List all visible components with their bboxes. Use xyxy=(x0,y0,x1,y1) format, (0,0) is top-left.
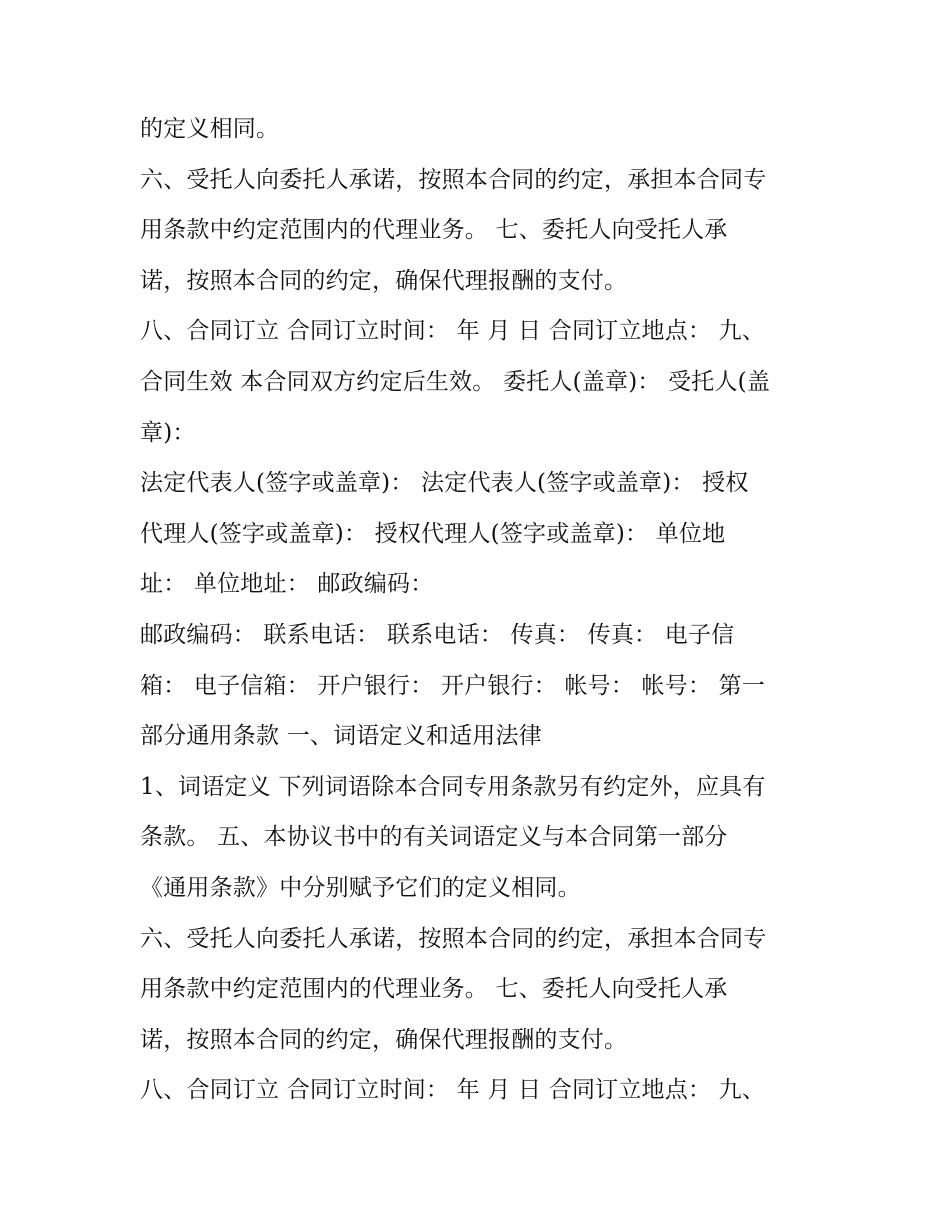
text-line-14: 1、词语定义 下列词语除本合同专用条款另有约定外，应具有 xyxy=(140,773,766,800)
text-line-1: 的定义相同。 xyxy=(140,116,280,142)
text-line-19: 诺，按照本合同的约定，确保代理报酬的支付。 xyxy=(140,1026,628,1053)
text-line-15: 条款。 五、本协议书中的有关词语定义与本合同第一部分 xyxy=(140,824,728,851)
text-line-5: 八、合同订立 合同订立时间： 年 月 日 合同订立地点： 九、 xyxy=(140,318,766,345)
text-line-17: 六、受托人向委托人承诺，按照本合同的约定，承担本合同专 xyxy=(140,925,767,952)
text-line-8: 法定代表人(签字或盖章)： 法定代表人(签字或盖章)： 授权 xyxy=(140,470,749,497)
text-line-3: 用条款中约定范围内的代理业务。 七、委托人向受托人承 xyxy=(140,217,728,244)
text-line-20: 八、合同订立 合同订立时间： 年 月 日 合同订立地点： 九、 xyxy=(140,1077,766,1104)
body-text xyxy=(140,104,830,1116)
text-line-7: 章)： xyxy=(140,419,196,446)
text-line-10: 址： 单位地址： 邮政编码： xyxy=(140,571,434,598)
text-line-16: 《通用条款》中分别赋予它们的定义相同。 xyxy=(140,874,581,901)
text-line-2: 六、受托人向委托人承诺，按照本合同的约定，承担本合同专 xyxy=(140,166,767,193)
text-line-12: 箱： 电子信箱： 开户银行： 开户银行： 帐号： 帐号： 第一 xyxy=(140,672,766,699)
text-line-18: 用条款中约定范围内的代理业务。 七、委托人向受托人承 xyxy=(140,976,728,1003)
text-line-4: 诺，按照本合同的约定，确保代理报酬的支付。 xyxy=(140,267,628,294)
text-line-13: 部分通用条款 一、词语定义和适用法律 xyxy=(140,723,542,750)
text-line-11: 邮政编码： 联系电话： 联系电话： 传真： 传真： 电子信 xyxy=(140,621,735,648)
text-line-9: 代理人(签字或盖章)： 授权代理人(签字或盖章)： 单位地 xyxy=(140,520,726,547)
text-line-6: 合同生效 本合同双方约定后生效。 委托人(盖章)： 受托人(盖 xyxy=(140,368,771,395)
